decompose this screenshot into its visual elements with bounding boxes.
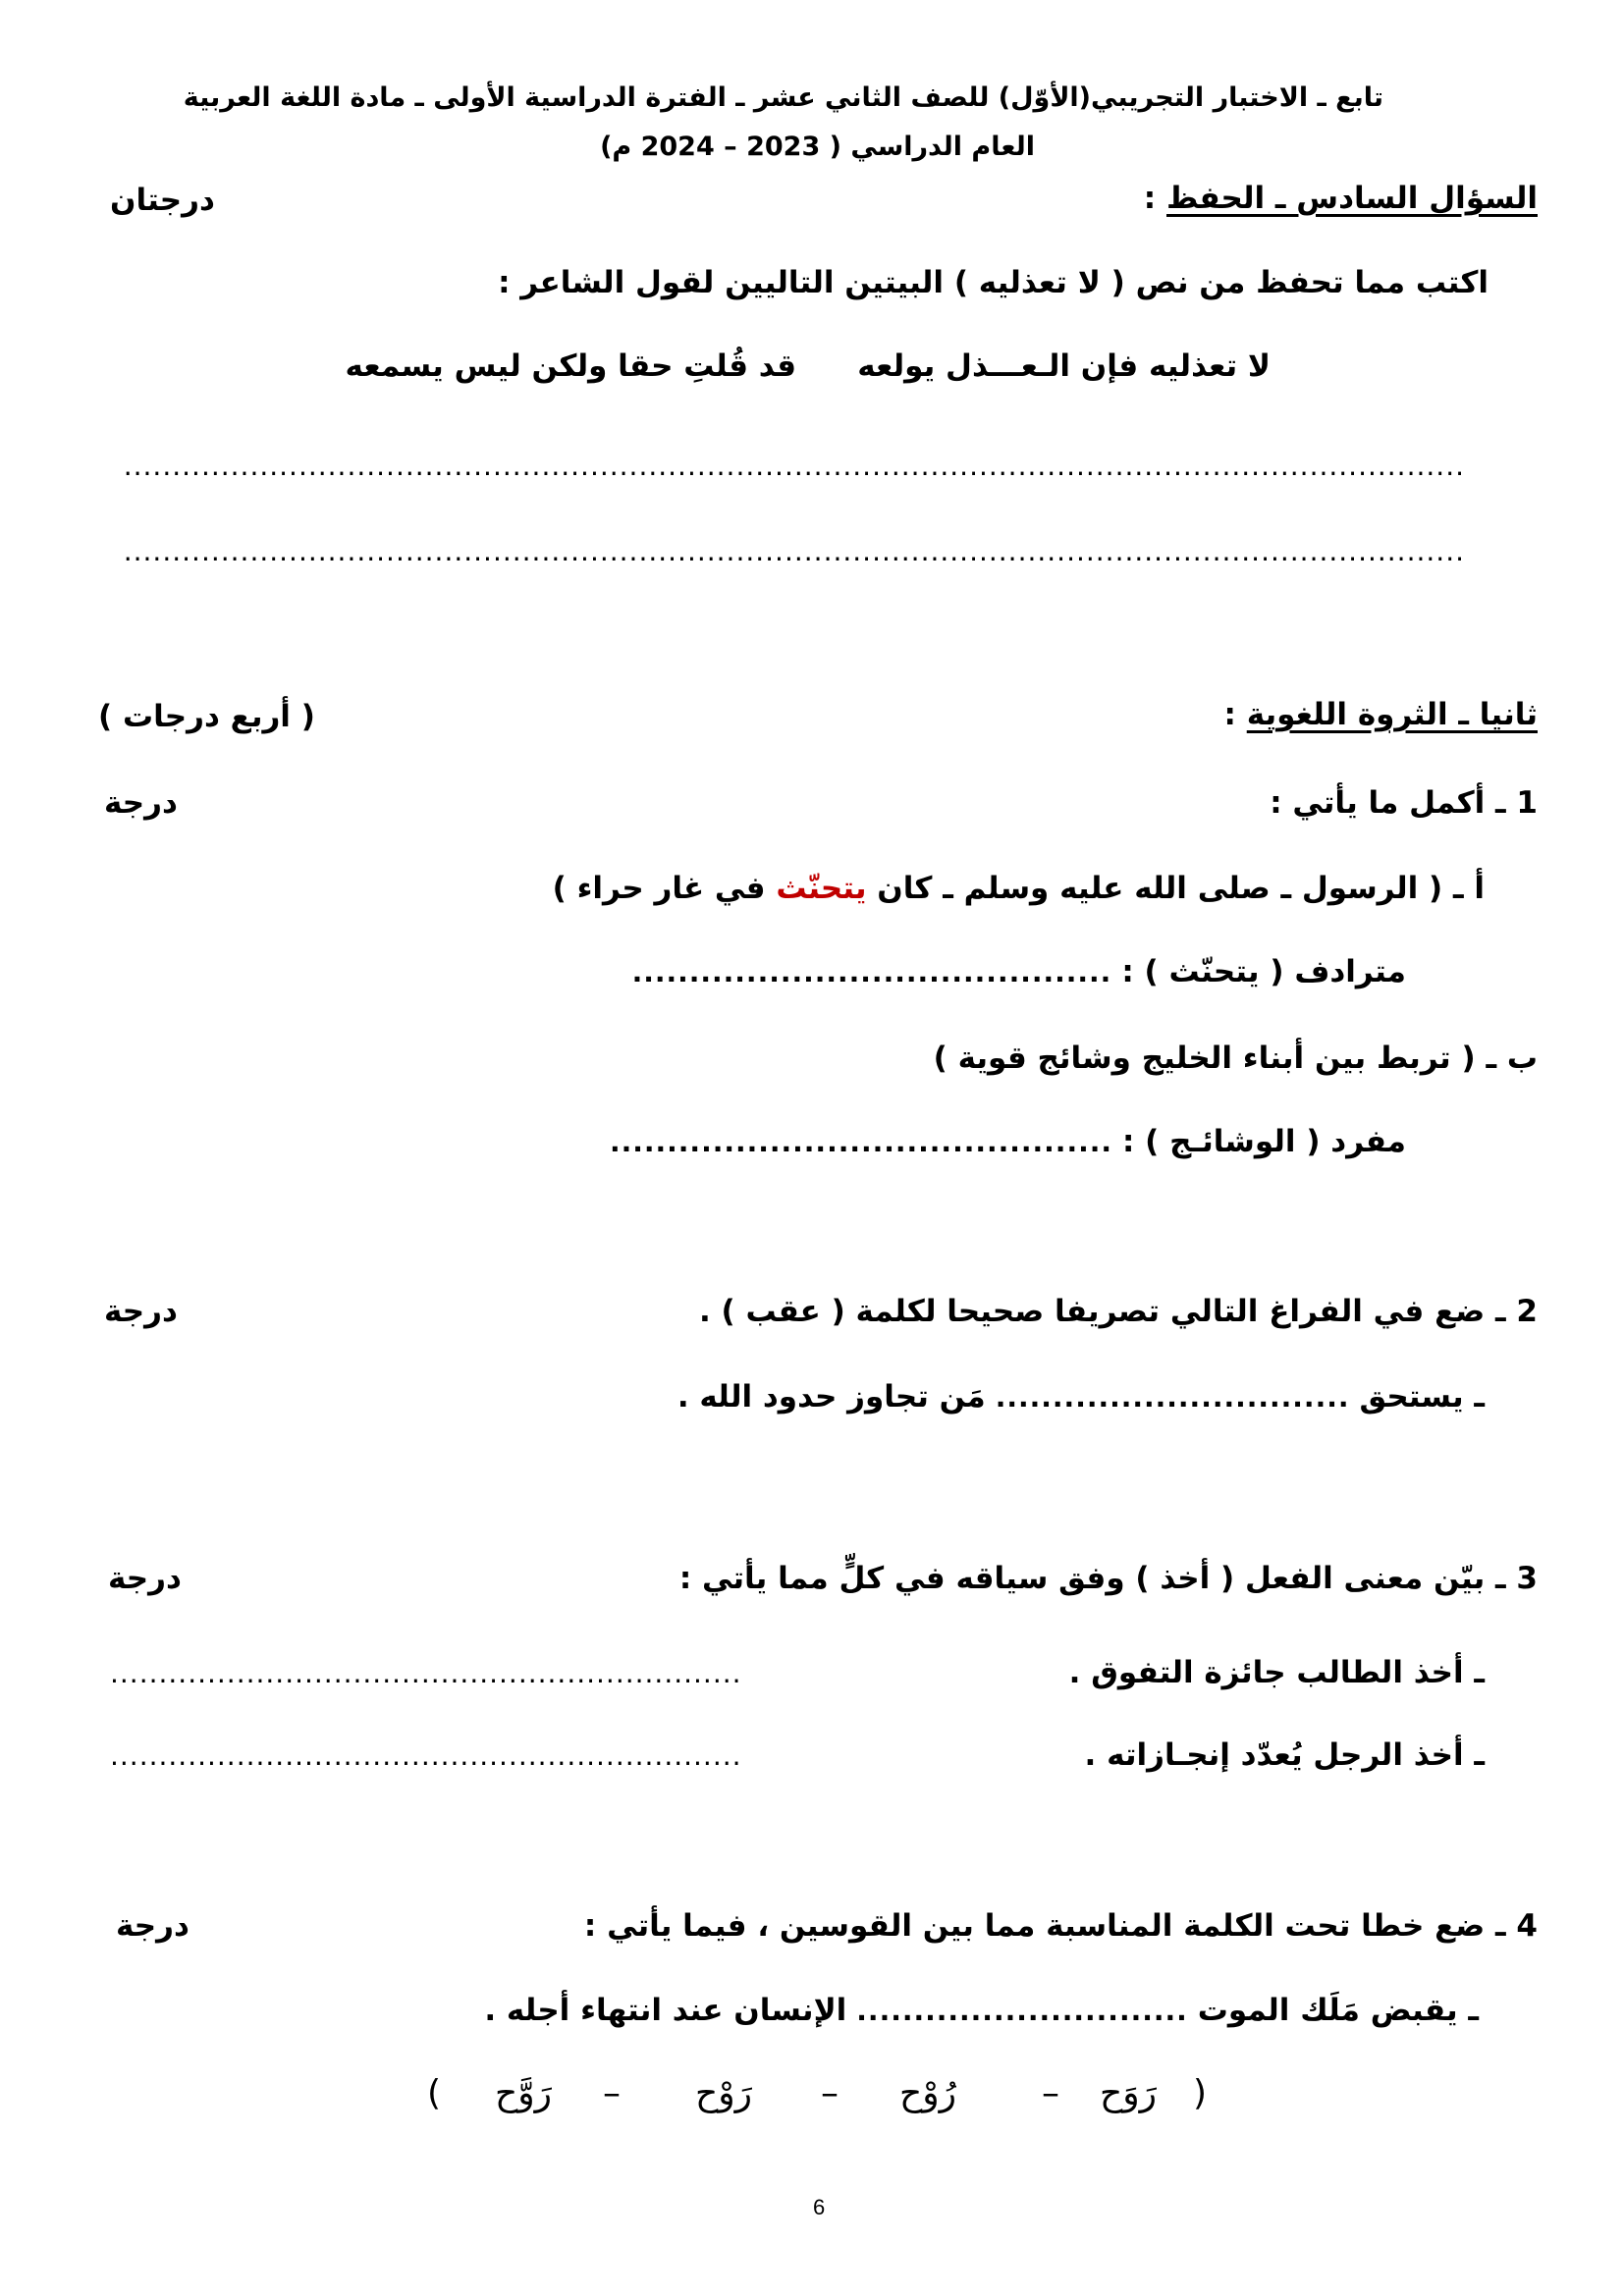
item1-a-sentence-prefix: أ ـ ( الرسول ـ صلى الله عليه وسلم ـ كان: [866, 871, 1485, 906]
item2-prompt: 2 ـ ضع في الفراغ التالي تصريفا صحيحا لكلمة ( عقب ) .: [698, 1294, 1538, 1329]
item1-a-label: مترادف ( يتحنّث ) :: [1121, 954, 1406, 989]
page-number: 6: [813, 2195, 826, 2219]
item4-option-1[interactable]: رَوَح: [1099, 2073, 1157, 2113]
q6-title-colon: :: [1143, 181, 1157, 216]
item1-b-answer-dots[interactable]: ............................................: [609, 1126, 1112, 1158]
item4-option-2[interactable]: رُوْح: [898, 2073, 956, 2113]
item4-close-paren: ): [426, 2073, 441, 2113]
item3-answer-dots-2[interactable]: .................................................................: [110, 1739, 742, 1772]
item2-answer-dots[interactable]: ...............................: [995, 1381, 1350, 1414]
item1-prompt: 1 ـ أكمل ما يأتي :: [1270, 785, 1538, 821]
item1-a-answer-row: [632, 954, 1406, 989]
item4-option-4[interactable]: رَوَّح: [494, 2073, 552, 2113]
q6-answer-line-1[interactable]: ..........................................................................................................................................: [123, 450, 1465, 482]
q6-marks: درجتان: [110, 183, 215, 218]
exam-header-line1: تابع ـ الاختبار التجريبي(الأوّل) للصف الثاني عشر ـ الفترة الدراسية الأولى ـ مادة اللغة العربية: [183, 82, 1383, 113]
item4-prompt: 4 ـ ضع خطا تحت الكلمة المناسبة مما بين القوسين ، فيما يأتي :: [583, 1908, 1538, 1944]
q6-verse-left-hemistich: قد قُلتِ حقا ولكن ليس يسمعه: [345, 348, 796, 384]
item1-a-answer-dots[interactable]: ..........................................: [631, 956, 1112, 988]
item3-sentence-1: ـ أخذ الطالب جائزة التفوق .: [1068, 1655, 1485, 1690]
item4-dash-1: –: [1042, 2073, 1059, 2113]
q6-answer-line-2[interactable]: ..........................................................................................................................................: [123, 535, 1465, 567]
item1-a-highlight-word: يتحنّث: [776, 871, 867, 906]
q6-instruction: اكتب مما تحفظ من نص ( لا تعذليه ) البيتين التاليين لقول الشاعر :: [498, 265, 1489, 300]
item1-b-sentence: ب ـ ( تربط بين أبناء الخليج وشائج قوية ): [933, 1041, 1538, 1076]
item4-answer-dots[interactable]: .............................: [856, 1995, 1188, 2027]
item1-a-sentence-suffix: في غار حراء ): [552, 871, 777, 906]
item4-sentence-row: [484, 1993, 1479, 2028]
item4-open-paren: (: [1192, 2073, 1207, 2113]
section2-title: ثانيا ـ الثروة اللغوية: [1246, 697, 1538, 732]
item4-option-3[interactable]: رَوْح: [694, 2073, 752, 2113]
q6-title-row: [1144, 181, 1538, 216]
item4-sentence-end: الإنسان عند انتهاء أجله .: [484, 1993, 847, 2028]
section2-title-row: [1224, 697, 1538, 732]
item4-sentence-start: ـ يقبض مَلَك الموت: [1197, 1993, 1479, 2028]
item3-prompt: 3 ـ بيّن معنى الفعل ( أخذ ) وفق سياقه في كلٍّ مما يأتي :: [678, 1561, 1538, 1596]
section2-marks: ( أربع درجات ): [98, 699, 315, 734]
item2-sentence-row: [677, 1379, 1485, 1415]
q6-verse-right-hemistich: لا تعذليه فإن الـعـــذل يولعه: [857, 348, 1271, 384]
item2-marks: درجة: [104, 1294, 178, 1329]
item2-sentence-start: ـ يستحق: [1359, 1379, 1485, 1415]
item1-b-answer-row: [610, 1124, 1406, 1159]
item3-sentence-2: ـ أخذ الرجل يُعدّد إنجـازاته .: [1084, 1737, 1485, 1773]
item4-marks: درجة: [116, 1908, 189, 1944]
item1-b-label: مفرد ( الوشائـج ) :: [1121, 1124, 1406, 1159]
q6-title: السؤال السادس ـ الحفظ: [1166, 181, 1538, 216]
section2-title-colon: :: [1223, 697, 1236, 732]
item4-dash-3: –: [603, 2073, 621, 2113]
item2-sentence-end: مَن تجاوز حدود الله .: [677, 1379, 986, 1415]
item4-dash-2: –: [821, 2073, 839, 2113]
item3-marks: درجة: [108, 1561, 182, 1596]
item3-answer-dots-1[interactable]: .................................................................: [110, 1657, 742, 1689]
item1-a-sentence: [553, 871, 1485, 906]
exam-header-line2: العام الدراسي ( 2023 – 2024 م): [600, 132, 1035, 162]
item1-marks: درجة: [104, 785, 178, 821]
